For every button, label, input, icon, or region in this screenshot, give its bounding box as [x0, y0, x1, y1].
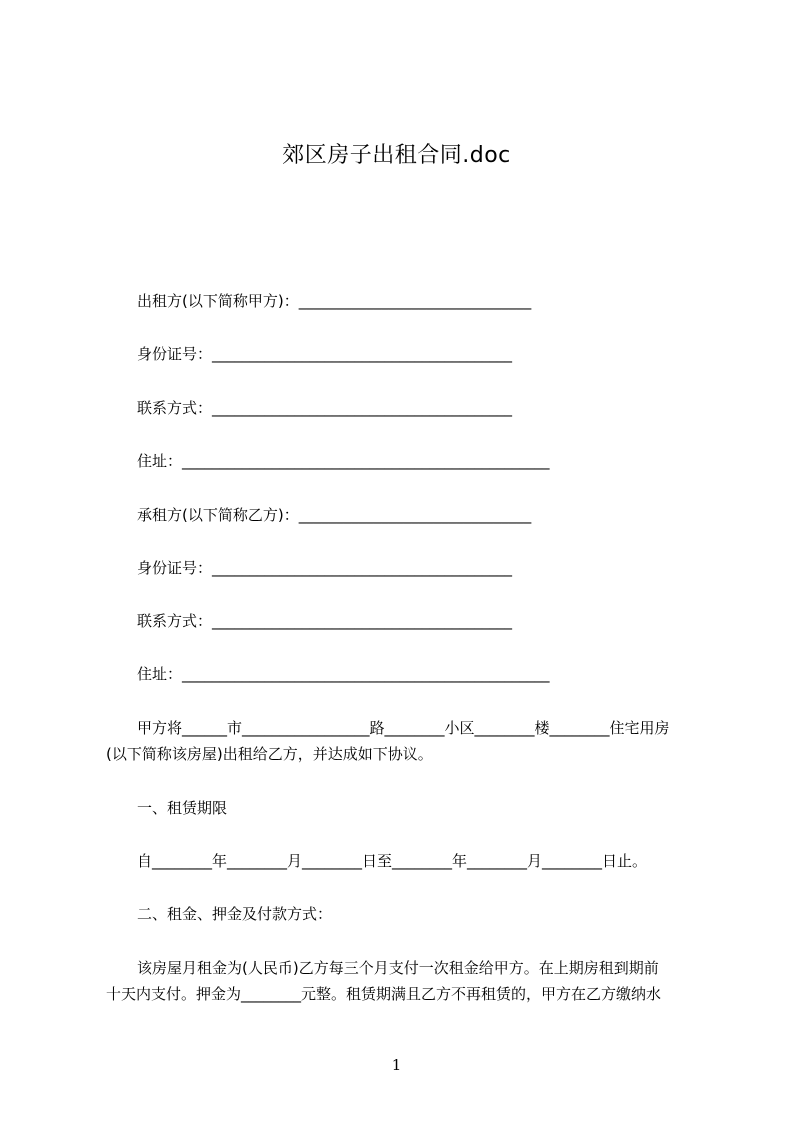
property-paragraph-line-1: 甲方将______市_________________路________小区________楼________住宅用房 — [137, 719, 670, 737]
lessor-contact-field: 联系方式：________________________________________ — [137, 399, 513, 417]
rent-paragraph-line-1: 该房屋月租金为(人民币)乙方每三个月支付一次租金给甲方。在上期房租到期前 — [137, 959, 659, 977]
lessee-contact-field: 联系方式：________________________________________ — [137, 612, 513, 630]
page-number: 1 — [391, 1056, 402, 1074]
lessee-id-field: 身份证号：________________________________________ — [137, 559, 513, 577]
section-2-heading: 二、租金、押金及付款方式： — [137, 905, 333, 923]
section-1-heading: 一、租赁期限 — [137, 799, 228, 817]
lease-term-text: 自________年________月________日至________年________月________日止。 — [137, 852, 648, 870]
lessor-address-field: 住址：_________________________________________________ — [137, 452, 550, 470]
lessee-address-field: 住址：_________________________________________________ — [137, 665, 550, 683]
rent-paragraph-line-2: 十天内支付。押金为________元整。租赁期满且乙方不再租赁的，甲方在乙方缴纳水 — [106, 985, 662, 1003]
lessor-name-field: 出租方(以下简称甲方)：_______________________________ — [137, 292, 532, 310]
document-title: 郊区房子出租合同.doc — [282, 143, 511, 168]
lessee-name-field: 承租方(以下简称乙方)：_______________________________ — [137, 506, 532, 524]
property-paragraph-line-2: (以下简称该房屋)出租给乙方，并达成如下协议。 — [106, 745, 433, 763]
lessor-id-field: 身份证号：________________________________________ — [137, 345, 513, 363]
